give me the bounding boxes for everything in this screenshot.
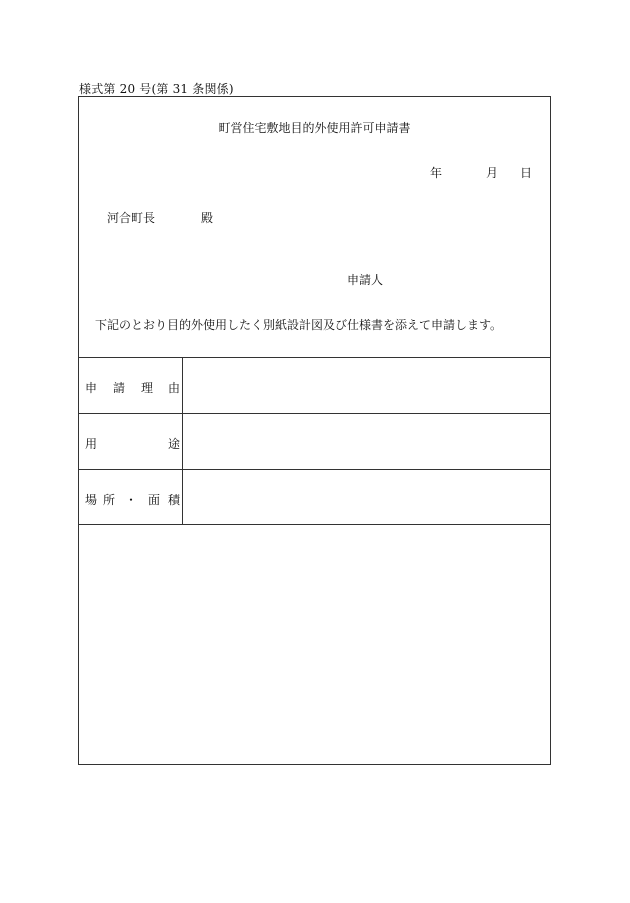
year-label: 年 bbox=[429, 166, 442, 180]
label-char: 積 bbox=[168, 493, 181, 507]
label-char: 由 bbox=[168, 381, 181, 395]
label-char: 場 bbox=[85, 493, 98, 507]
addressee-name: 河合町長 bbox=[107, 211, 156, 225]
addressee bbox=[107, 209, 213, 226]
date-line bbox=[430, 164, 532, 181]
label-char: 請 bbox=[113, 381, 126, 395]
day-label: 日 bbox=[519, 166, 532, 180]
row-label bbox=[79, 470, 183, 525]
label-char: 途 bbox=[168, 437, 181, 451]
label-char: 申 bbox=[85, 381, 98, 395]
row-label bbox=[79, 414, 183, 469]
label-char: 所 bbox=[103, 493, 116, 507]
label-char: 理 bbox=[141, 381, 154, 395]
label-char: 用 bbox=[85, 437, 98, 451]
location-area-field[interactable] bbox=[183, 470, 550, 525]
form-number: 様式第 20 号(第 31 条関係) bbox=[79, 82, 234, 96]
label-char: ・ bbox=[125, 493, 138, 507]
month-label: 月 bbox=[485, 166, 498, 180]
form-title: 町営住宅敷地目的外使用許可申請書 bbox=[218, 121, 411, 135]
reason-field[interactable] bbox=[183, 358, 550, 413]
row-location-area bbox=[79, 469, 550, 525]
application-form bbox=[78, 96, 551, 765]
addressee-honorific: 殿 bbox=[201, 211, 214, 225]
label-char: 面 bbox=[148, 493, 161, 507]
row-label bbox=[79, 358, 183, 413]
remarks-area[interactable] bbox=[79, 524, 550, 764]
applicant-label: 申請人 bbox=[347, 273, 384, 287]
row-purpose bbox=[79, 413, 550, 469]
application-statement: 下記のとおり目的外使用したく別紙設計図及び仕様書を添えて申請します。 bbox=[95, 318, 503, 332]
row-reason bbox=[79, 357, 550, 413]
purpose-field[interactable] bbox=[183, 414, 550, 469]
